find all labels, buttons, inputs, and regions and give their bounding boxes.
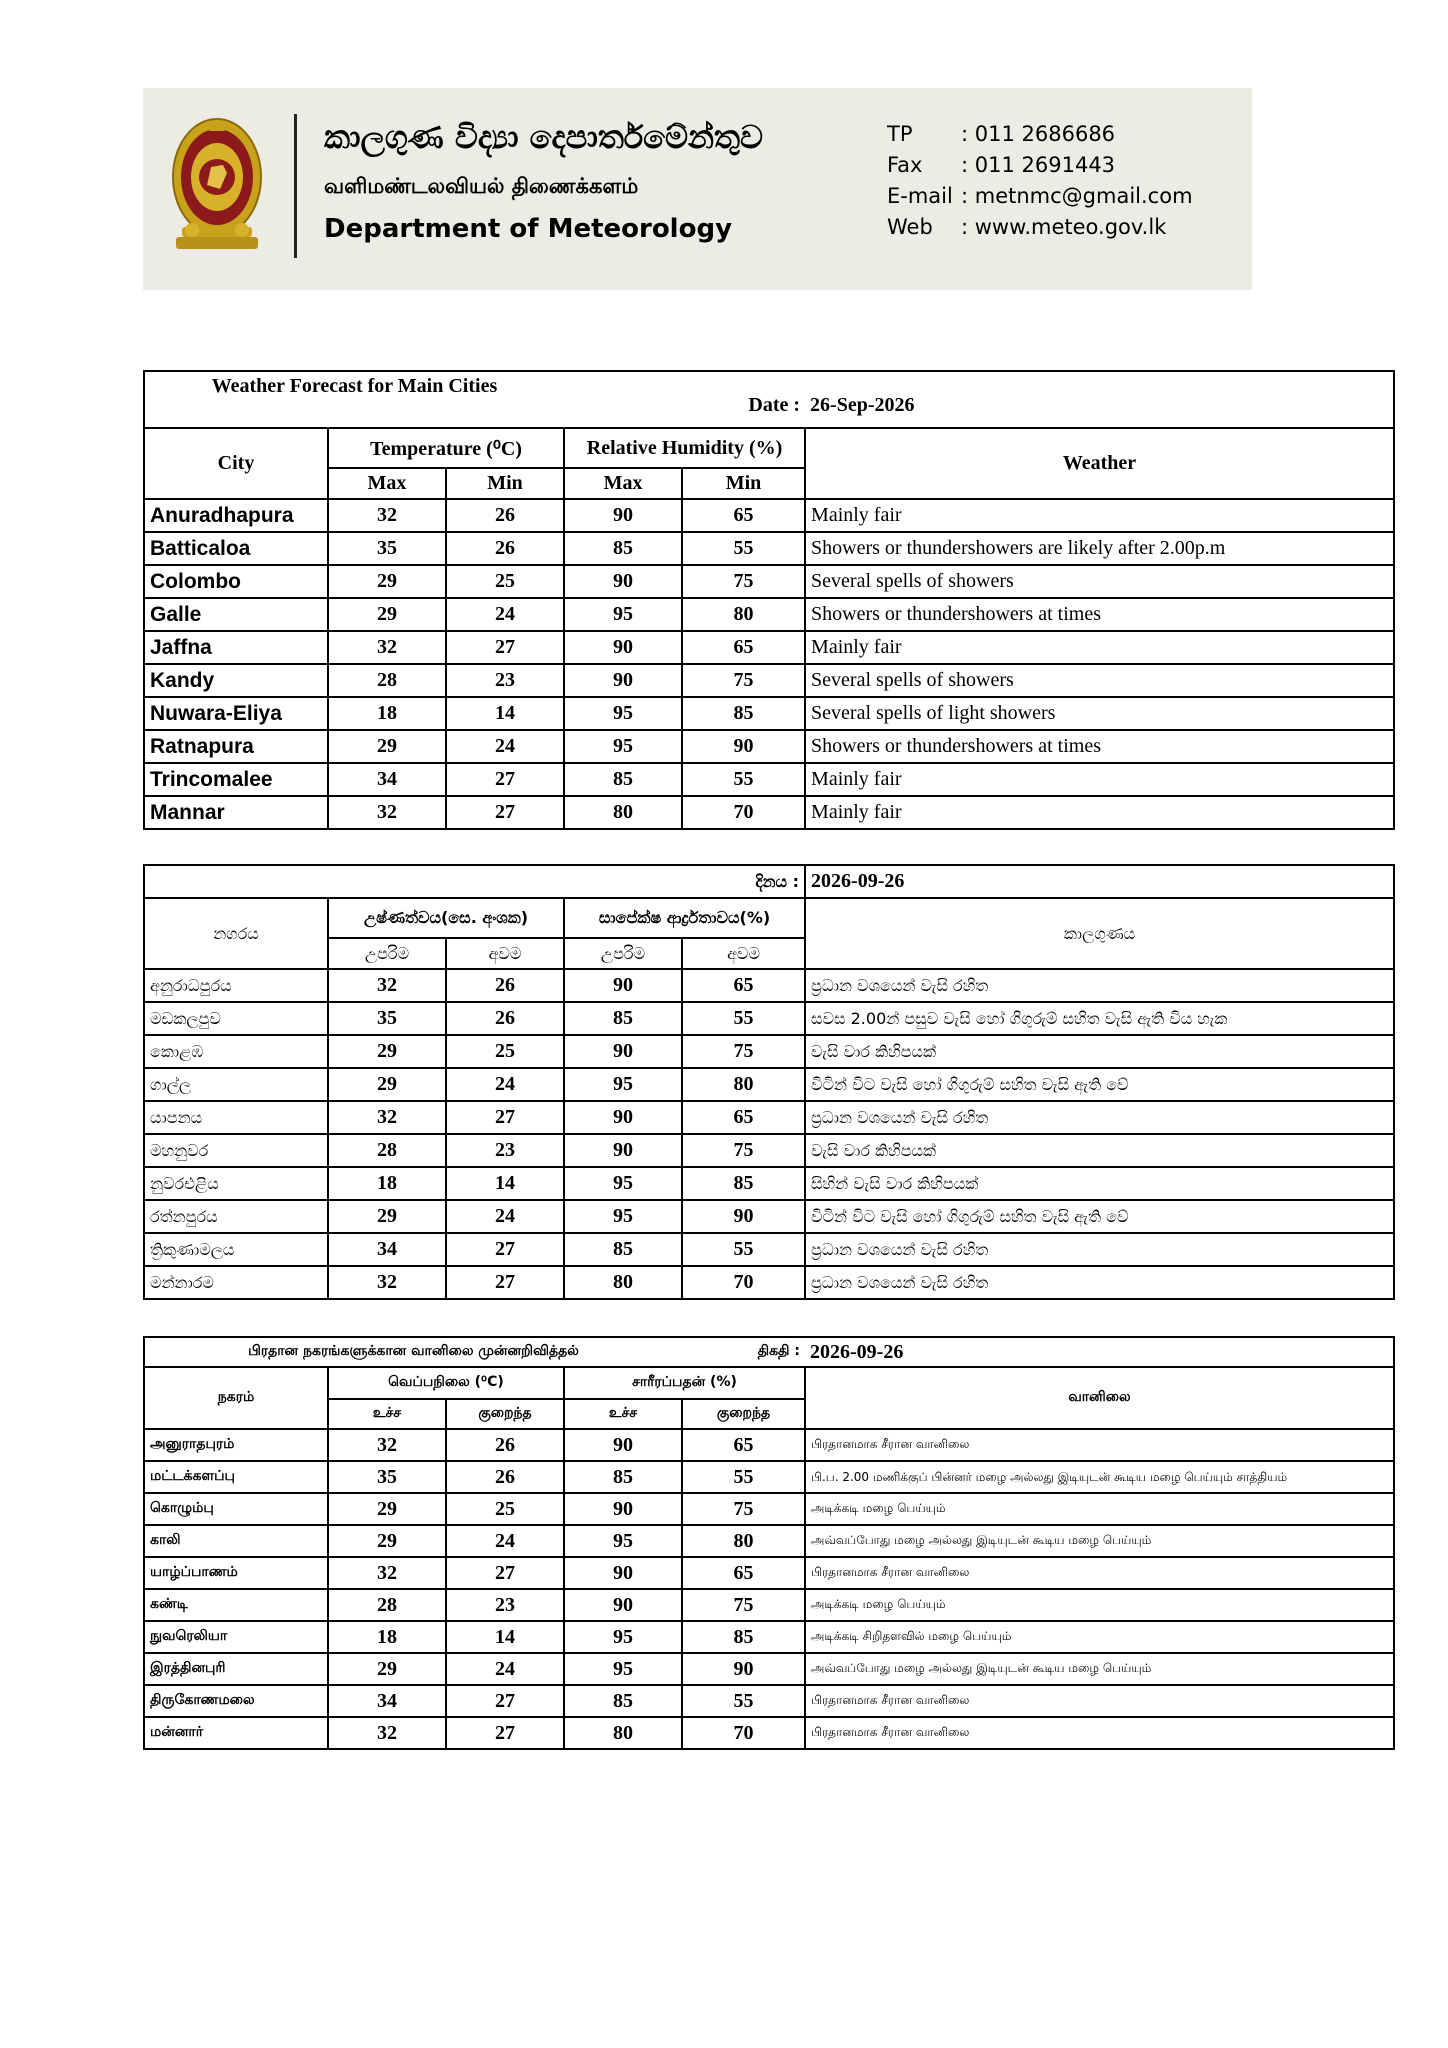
temp-min: 23	[446, 1134, 564, 1167]
weather-description: වැසි වාර කිහිපයක්	[805, 1134, 1394, 1167]
humidity-min: 90	[682, 730, 805, 763]
humidity-min: 70	[682, 1717, 805, 1749]
city-name: කොළඹ	[144, 1035, 328, 1068]
humidity-min: 75	[682, 1589, 805, 1621]
temp-min: 27	[446, 631, 564, 664]
weather-description: பிரதானமாக சீரான வானிலை	[805, 1685, 1394, 1717]
sinhala-col-humidity: සාපේක්ෂ ආර්ද්‍රතාවය(%)	[564, 898, 805, 938]
table-row	[144, 1266, 1394, 1299]
city-name: யாழ்ப்பாணம்	[144, 1557, 328, 1589]
english-forecast-table	[143, 370, 1395, 830]
weather-description: Showers or thundershowers are likely after 2.00p.m	[805, 532, 1394, 565]
table-row	[144, 1653, 1394, 1685]
humidity-max: 95	[564, 1068, 682, 1101]
table-row	[144, 1134, 1394, 1167]
humidity-max: 90	[564, 565, 682, 598]
english-temp-min-header: Min	[446, 468, 564, 499]
weather-description: அடிக்கடி சிறிதளவில் மழை பெய்யும்	[805, 1621, 1394, 1653]
city-name: Anuradhapura	[144, 499, 328, 532]
org-name-sinhala: කාලගුණ විද්‍යා දෙපාර්තමේන්තුව	[324, 118, 763, 156]
table-row	[144, 730, 1394, 763]
weather-description: Showers or thundershowers at times	[805, 598, 1394, 631]
english-col-city: City	[144, 428, 328, 499]
humidity-min: 65	[682, 969, 805, 1002]
tamil-temp-max-header: உச்ச	[328, 1399, 446, 1429]
sinhala-rh-min-header: අවම	[682, 938, 805, 969]
english-rh-max-header: Max	[564, 468, 682, 499]
temp-min: 24	[446, 1068, 564, 1101]
city-name: Mannar	[144, 796, 328, 829]
temp-min: 26	[446, 1429, 564, 1461]
weather-description: பிரதானமாக சீரான வானிலை	[805, 1717, 1394, 1749]
humidity-max: 90	[564, 1429, 682, 1461]
temp-min: 24	[446, 1200, 564, 1233]
humidity-max: 85	[564, 1233, 682, 1266]
table-row	[144, 598, 1394, 631]
humidity-max: 90	[564, 969, 682, 1002]
table-row	[144, 763, 1394, 796]
temp-min: 27	[446, 1101, 564, 1134]
city-name: අනුරාධපුරය	[144, 969, 328, 1002]
humidity-min: 55	[682, 1685, 805, 1717]
temp-min: 25	[446, 565, 564, 598]
org-name-tamil: வளிமண்டலவியல் திணைக்களம்	[324, 174, 639, 198]
humidity-max: 85	[564, 1685, 682, 1717]
table-row	[144, 1589, 1394, 1621]
english-date: 26-Sep-2026	[805, 371, 1394, 428]
city-name: மட்டக்களப்பு	[144, 1461, 328, 1493]
temp-max: 29	[328, 1493, 446, 1525]
sinhala-forecast-table	[143, 864, 1395, 1300]
temp-max: 29	[328, 598, 446, 631]
table-row	[144, 969, 1394, 1002]
weather-description: Showers or thundershowers at times	[805, 730, 1394, 763]
humidity-max: 95	[564, 697, 682, 730]
humidity-max: 90	[564, 1557, 682, 1589]
table-row	[144, 1621, 1394, 1653]
temp-min: 14	[446, 1167, 564, 1200]
weather-description: ප්‍රධාන වශයෙන් වැසි රහිත	[805, 1266, 1394, 1299]
humidity-max: 90	[564, 1134, 682, 1167]
temp-min: 27	[446, 1266, 564, 1299]
tamil-date-label: திகதி :	[682, 1337, 805, 1367]
tamil-col-weather: வானிலை	[805, 1367, 1394, 1429]
table-row	[144, 1717, 1394, 1749]
weather-description: அவ்வப்போது மழை அல்லது இடியுடன் கூடிய மழை பெய்யும்	[805, 1525, 1394, 1557]
table-row	[144, 631, 1394, 664]
temp-max: 32	[328, 1717, 446, 1749]
english-date-label: Date :	[564, 371, 805, 428]
weather-description: විටින් විට වැසි හෝ ගිගුරුම් සහිත වැසි ඇති වේ	[805, 1200, 1394, 1233]
temp-max: 18	[328, 1167, 446, 1200]
humidity-max: 90	[564, 1589, 682, 1621]
temp-max: 32	[328, 1266, 446, 1299]
temp-min: 27	[446, 1233, 564, 1266]
temp-max: 29	[328, 1653, 446, 1685]
contact-info	[887, 122, 1193, 246]
humidity-max: 95	[564, 730, 682, 763]
temp-max: 32	[328, 1429, 446, 1461]
city-name: Batticaloa	[144, 532, 328, 565]
table-row	[144, 1233, 1394, 1266]
tamil-rh-min-header: குறைந்த	[682, 1399, 805, 1429]
temp-max: 35	[328, 1461, 446, 1493]
weather-description: Mainly fair	[805, 763, 1394, 796]
temp-min: 27	[446, 1717, 564, 1749]
temp-max: 29	[328, 730, 446, 763]
temp-max: 32	[328, 1101, 446, 1134]
sinhala-date: 2026-09-26	[805, 865, 1394, 898]
humidity-max: 85	[564, 763, 682, 796]
weather-description: Mainly fair	[805, 796, 1394, 829]
contact-fax: Fax : 011 2691443	[887, 153, 1116, 177]
temp-min: 27	[446, 763, 564, 796]
humidity-max: 85	[564, 532, 682, 565]
city-name: යාපනය	[144, 1101, 328, 1134]
weather-description: பிரதானமாக சீரான வானிலை	[805, 1557, 1394, 1589]
temp-min: 26	[446, 532, 564, 565]
temp-max: 35	[328, 532, 446, 565]
city-name: Galle	[144, 598, 328, 631]
temp-max: 29	[328, 1200, 446, 1233]
sinhala-temp-min-header: අවම	[446, 938, 564, 969]
table-row	[144, 1200, 1394, 1233]
humidity-min: 75	[682, 1134, 805, 1167]
table-row	[144, 1068, 1394, 1101]
sinhala-col-city: නගරය	[144, 898, 328, 969]
humidity-min: 80	[682, 598, 805, 631]
sinhala-col-weather: කාලගුණය	[805, 898, 1394, 969]
humidity-min: 55	[682, 532, 805, 565]
humidity-max: 80	[564, 1266, 682, 1299]
table-row	[144, 1035, 1394, 1068]
weather-description: பி.ப. 2.00 மணிக்குப் பின்னர் மழை அல்லது இடியுடன் கூடிய மழை பெய்யும் சாத்தியம்	[805, 1461, 1394, 1493]
contact-email: E-mail : metnmc@gmail.com	[887, 184, 1193, 208]
weather-description: Several spells of light showers	[805, 697, 1394, 730]
temp-min: 23	[446, 1589, 564, 1621]
humidity-max: 80	[564, 796, 682, 829]
humidity-max: 95	[564, 1200, 682, 1233]
english-title: Weather Forecast for Main Cities	[144, 371, 564, 428]
city-name: ගාල්ල	[144, 1068, 328, 1101]
temp-min: 24	[446, 730, 564, 763]
temp-min: 26	[446, 969, 564, 1002]
temp-min: 24	[446, 598, 564, 631]
humidity-min: 90	[682, 1200, 805, 1233]
temp-min: 23	[446, 664, 564, 697]
english-rh-min-header: Min	[682, 468, 805, 499]
table-row	[144, 1429, 1394, 1461]
humidity-max: 95	[564, 1525, 682, 1557]
temp-max: 18	[328, 1621, 446, 1653]
sinhala-rh-max-header: උපරිම	[564, 938, 682, 969]
city-name: නුවරඑළිය	[144, 1167, 328, 1200]
humidity-min: 85	[682, 1167, 805, 1200]
humidity-max: 95	[564, 1653, 682, 1685]
humidity-max: 80	[564, 1717, 682, 1749]
english-col-humidity: Relative Humidity (%)	[564, 428, 805, 468]
english-col-weather: Weather	[805, 428, 1394, 499]
temp-max: 32	[328, 796, 446, 829]
city-name: திருகோணமலை	[144, 1685, 328, 1717]
contact-web: Web : www.meteo.gov.lk	[887, 215, 1167, 239]
humidity-min: 70	[682, 1266, 805, 1299]
humidity-max: 90	[564, 631, 682, 664]
table-row	[144, 1557, 1394, 1589]
table-row	[144, 697, 1394, 730]
weather-description: සිහින් වැසි වාර කිහිපයක්	[805, 1167, 1394, 1200]
humidity-max: 90	[564, 1035, 682, 1068]
temp-min: 27	[446, 1685, 564, 1717]
humidity-max: 85	[564, 1461, 682, 1493]
english-temp-max-header: Max	[328, 468, 446, 499]
humidity-min: 80	[682, 1068, 805, 1101]
humidity-max: 90	[564, 664, 682, 697]
humidity-min: 75	[682, 1035, 805, 1068]
weather-description: සවස 2.00න් පසුව වැසි හෝ ගිගුරුම් සහිත වැසි ඇති විය හැක	[805, 1002, 1394, 1035]
humidity-max: 90	[564, 1101, 682, 1134]
temp-max: 28	[328, 1134, 446, 1167]
humidity-min: 80	[682, 1525, 805, 1557]
tamil-col-temperature: வெப்பநிலை (⁰C)	[328, 1367, 564, 1399]
tamil-col-city: நகரம்	[144, 1367, 328, 1429]
weather-description: ප්‍රධාන වශයෙන් වැසි රහිත	[805, 969, 1394, 1002]
temp-max: 28	[328, 1589, 446, 1621]
temp-min: 14	[446, 1621, 564, 1653]
humidity-max: 95	[564, 1621, 682, 1653]
weather-description: பிரதானமாக சீரான வானிலை	[805, 1429, 1394, 1461]
city-name: அனுராதபுரம்	[144, 1429, 328, 1461]
city-name: Jaffna	[144, 631, 328, 664]
temp-max: 29	[328, 1068, 446, 1101]
table-row	[144, 1493, 1394, 1525]
tamil-date: 2026-09-26	[805, 1337, 1394, 1367]
tamil-forecast-table	[143, 1336, 1395, 1750]
city-name: காலி	[144, 1525, 328, 1557]
humidity-min: 90	[682, 1653, 805, 1685]
city-name: இரத்தினபுரி	[144, 1653, 328, 1685]
weather-description: அவ்வப்போது மழை அல்லது இடியுடன் கூடிய மழை பெய்யும்	[805, 1653, 1394, 1685]
temp-min: 24	[446, 1525, 564, 1557]
table-row	[144, 796, 1394, 829]
temp-min: 26	[446, 1002, 564, 1035]
humidity-min: 55	[682, 1002, 805, 1035]
contact-phone: TP : 011 2686686	[887, 122, 1116, 146]
humidity-min: 65	[682, 1101, 805, 1134]
table-row	[144, 532, 1394, 565]
org-name-english: Department of Meteorology	[324, 214, 733, 244]
temp-min: 26	[446, 1461, 564, 1493]
humidity-min: 65	[682, 631, 805, 664]
temp-min: 25	[446, 1493, 564, 1525]
table-row	[144, 664, 1394, 697]
humidity-min: 75	[682, 565, 805, 598]
header-banner	[143, 88, 1252, 290]
tamil-rh-max-header: உச்ச	[564, 1399, 682, 1429]
english-col-temperature: Temperature (⁰C)	[328, 428, 564, 468]
city-name: Kandy	[144, 664, 328, 697]
humidity-max: 90	[564, 499, 682, 532]
temp-max: 35	[328, 1002, 446, 1035]
header-divider	[294, 114, 297, 258]
table-row	[144, 565, 1394, 598]
temp-max: 32	[328, 499, 446, 532]
weather-description: Mainly fair	[805, 499, 1394, 532]
humidity-min: 75	[682, 664, 805, 697]
humidity-min: 65	[682, 499, 805, 532]
temp-min: 27	[446, 1557, 564, 1589]
table-row	[144, 1002, 1394, 1035]
table-row	[144, 499, 1394, 532]
humidity-min: 65	[682, 1557, 805, 1589]
city-name: මඩකලපුව	[144, 1002, 328, 1035]
weather-description: වැසි වාර කිහිපයක්	[805, 1035, 1394, 1068]
city-name: மன்னார்	[144, 1717, 328, 1749]
temp-max: 34	[328, 763, 446, 796]
city-name: ත්‍රිකුණාමලය	[144, 1233, 328, 1266]
city-name: Trincomalee	[144, 763, 328, 796]
city-name: நுவரெலியா	[144, 1621, 328, 1653]
temp-max: 34	[328, 1685, 446, 1717]
table-row	[144, 1685, 1394, 1717]
humidity-min: 55	[682, 1461, 805, 1493]
city-name: கண்டி	[144, 1589, 328, 1621]
weather-description: Mainly fair	[805, 631, 1394, 664]
temp-max: 29	[328, 565, 446, 598]
weather-description: Several spells of showers	[805, 565, 1394, 598]
temp-max: 34	[328, 1233, 446, 1266]
city-name: රත්නපුරය	[144, 1200, 328, 1233]
sinhala-temp-max-header: උපරිම	[328, 938, 446, 969]
table-row	[144, 1167, 1394, 1200]
city-name: Nuwara-Eliya	[144, 697, 328, 730]
humidity-min: 55	[682, 763, 805, 796]
weather-description: Several spells of showers	[805, 664, 1394, 697]
humidity-max: 90	[564, 1493, 682, 1525]
temp-max: 32	[328, 969, 446, 1002]
humidity-min: 75	[682, 1493, 805, 1525]
tamil-title: பிரதான நகரங்களுக்கான வானிலை முன்னறிவித்தல்	[144, 1337, 682, 1367]
temp-max: 28	[328, 664, 446, 697]
sinhala-col-temperature: උෂ්ණත්වය(සෙ. අංශක)	[328, 898, 564, 938]
humidity-min: 85	[682, 697, 805, 730]
table-row	[144, 1525, 1394, 1557]
sinhala-date-label: දිනය :	[144, 865, 805, 898]
tamil-col-humidity: சாரீரப்பதன் (%)	[564, 1367, 805, 1399]
weather-description: ප්‍රධාන වශයෙන් වැසි රහිත	[805, 1233, 1394, 1266]
humidity-min: 85	[682, 1621, 805, 1653]
table-row	[144, 1101, 1394, 1134]
weather-description: அடிக்கடி மழை பெய்யும்	[805, 1493, 1394, 1525]
temp-min: 25	[446, 1035, 564, 1068]
temp-min: 27	[446, 796, 564, 829]
humidity-max: 95	[564, 598, 682, 631]
sri-lanka-emblem-icon	[170, 115, 264, 253]
temp-max: 29	[328, 1035, 446, 1068]
city-name: Colombo	[144, 565, 328, 598]
humidity-max: 95	[564, 1167, 682, 1200]
tamil-temp-min-header: குறைந்த	[446, 1399, 564, 1429]
city-name: මන්නාරම	[144, 1266, 328, 1299]
temp-max: 29	[328, 1525, 446, 1557]
humidity-min: 55	[682, 1233, 805, 1266]
weather-description: ප්‍රධාන වශයෙන් වැසි රහිත	[805, 1101, 1394, 1134]
temp-max: 32	[328, 631, 446, 664]
weather-description: විටින් විට වැසි හෝ ගිගුරුම් සහිත වැසි ඇති වේ	[805, 1068, 1394, 1101]
temp-min: 14	[446, 697, 564, 730]
city-name: මහනුවර	[144, 1134, 328, 1167]
temp-min: 24	[446, 1653, 564, 1685]
humidity-min: 70	[682, 796, 805, 829]
table-row	[144, 1461, 1394, 1493]
city-name: Ratnapura	[144, 730, 328, 763]
city-name: கொழும்பு	[144, 1493, 328, 1525]
temp-max: 18	[328, 697, 446, 730]
humidity-max: 85	[564, 1002, 682, 1035]
temp-min: 26	[446, 499, 564, 532]
weather-description: அடிக்கடி மழை பெய்யும்	[805, 1589, 1394, 1621]
humidity-min: 65	[682, 1429, 805, 1461]
temp-max: 32	[328, 1557, 446, 1589]
